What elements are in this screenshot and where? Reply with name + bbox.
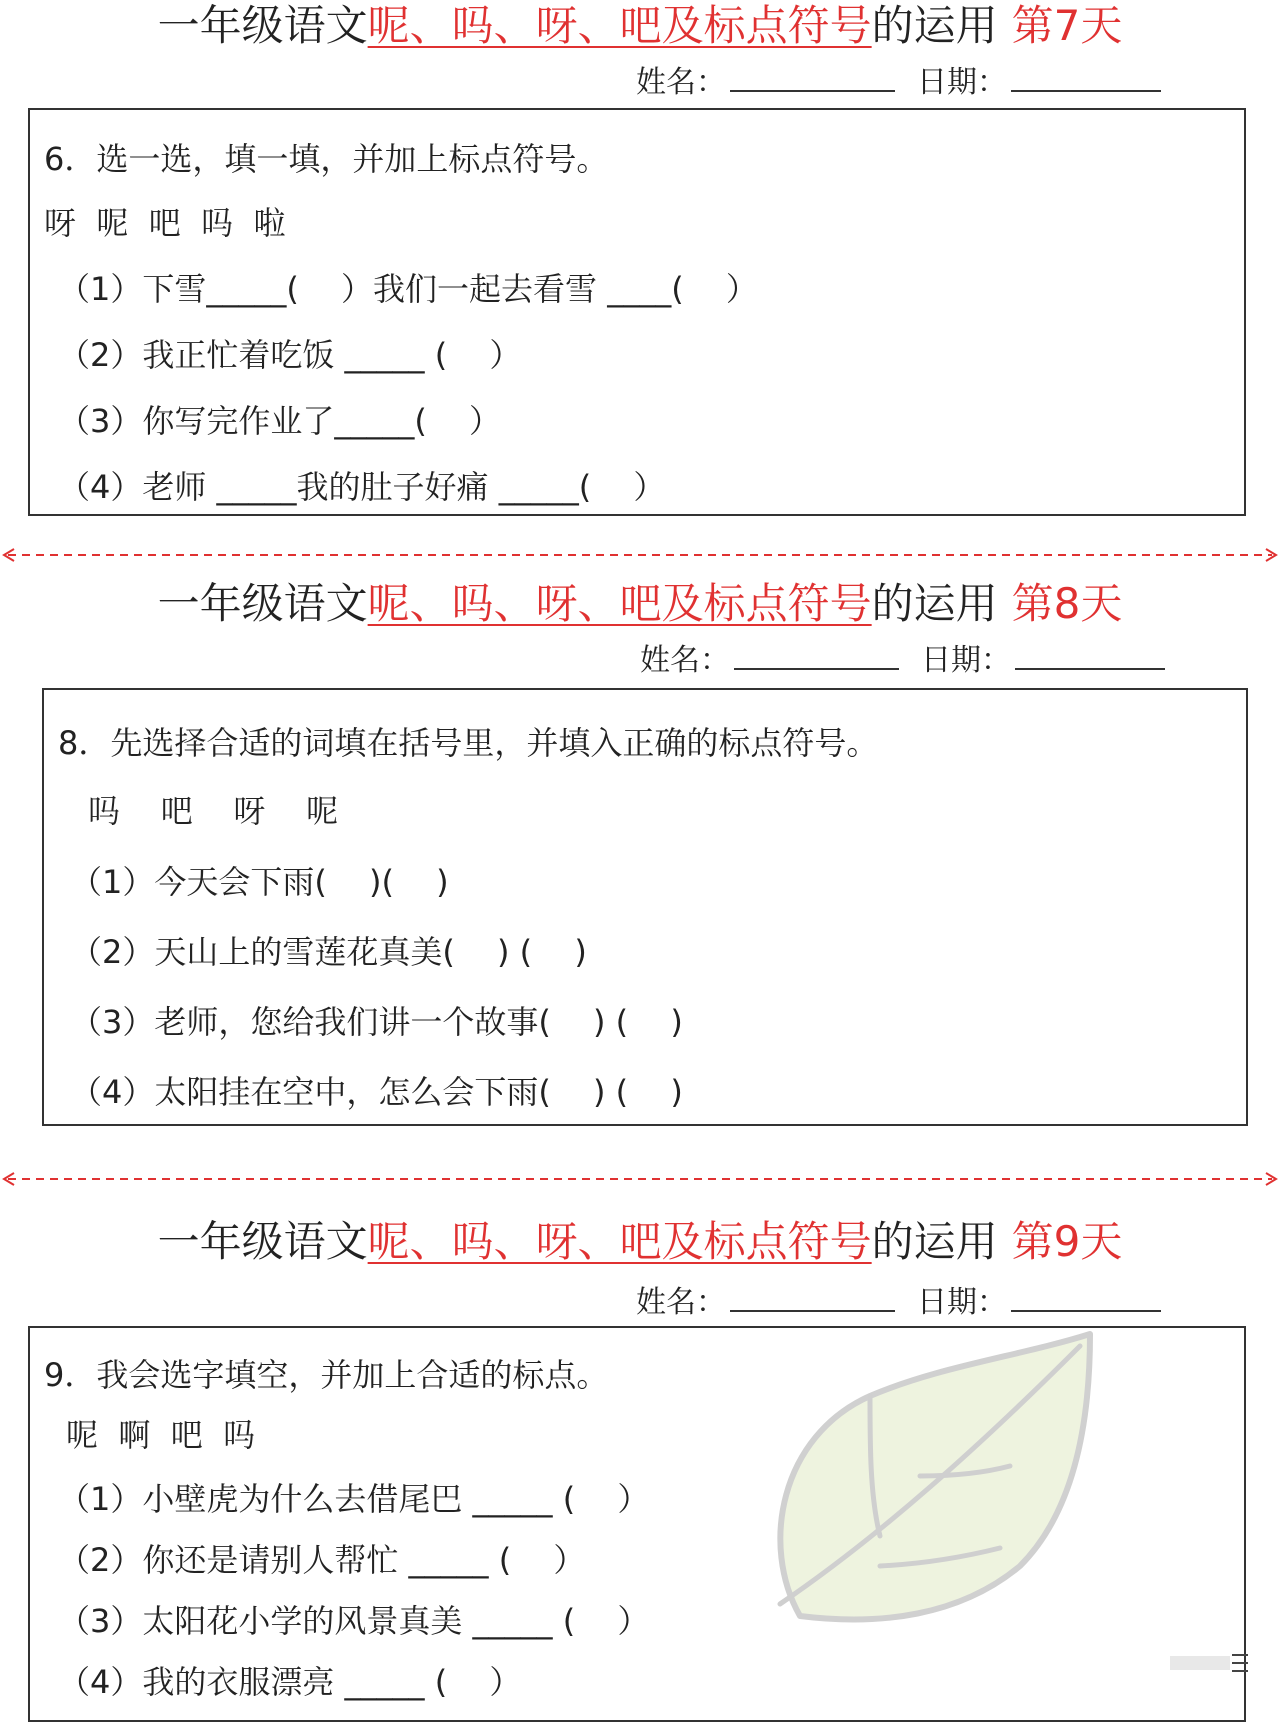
option-word: 啦 xyxy=(253,204,286,242)
fill-item[interactable]: （2）你还是请别人帮忙 _____ ( ） xyxy=(58,1541,586,1579)
fill-item[interactable]: （4）太阳挂在空中，怎么会下雨( ) ( ) xyxy=(70,1073,683,1111)
page-title xyxy=(0,1216,1280,1268)
page-title xyxy=(0,578,1280,630)
fill-item[interactable]: （1）下雪_____( ）我们一起去看雪 ____( ） xyxy=(58,270,758,308)
option-word: 啊 xyxy=(118,1416,151,1454)
fill-item[interactable]: （3）你写完作业了_____( ） xyxy=(58,402,502,440)
page-title xyxy=(0,0,1280,52)
options-row xyxy=(88,790,338,832)
option-word: 吧 xyxy=(170,1416,203,1454)
name-date-row xyxy=(636,62,1183,103)
name-label: 姓名： xyxy=(636,1285,726,1320)
name-blank[interactable] xyxy=(730,62,895,92)
fill-item[interactable]: （3）太阳花小学的风景真美 _____ ( ） xyxy=(58,1602,650,1640)
option-word: 呢 xyxy=(96,204,129,242)
fill-item[interactable]: （1）小壁虎为什么去借尾巴 _____ ( ） xyxy=(58,1480,650,1518)
options-row xyxy=(44,202,285,244)
title-prefix: 一年级语文 xyxy=(157,579,368,628)
option-word: 吧 xyxy=(160,792,193,830)
date-label: 日期： xyxy=(917,1285,1007,1320)
question-text: 8．先选择合适的词填在括号里，并填入正确的标点符号。 xyxy=(58,724,879,762)
date-blank[interactable] xyxy=(1011,1282,1161,1312)
name-label: 姓名： xyxy=(640,643,730,678)
title-highlight: 呢、吗、呀、吧及标点符号 xyxy=(367,579,872,628)
question-text: 9．我会选字填空，并加上合适的标点。 xyxy=(44,1356,609,1394)
leaf-icon xyxy=(760,1326,1110,1626)
day-label: 第8天 xyxy=(1011,579,1123,628)
dashed-divider xyxy=(0,1172,1280,1186)
option-word: 吧 xyxy=(148,204,181,242)
fill-item[interactable]: （2）我正忙着吃饭 _____ ( ） xyxy=(58,336,522,374)
fill-item[interactable]: （4）老师 _____我的肚子好痛 _____( ） xyxy=(58,468,666,506)
title-prefix: 一年级语文 xyxy=(157,1,368,50)
title-suffix: 的运用 xyxy=(871,1217,998,1266)
fill-item[interactable]: （2）天山上的雪莲花真美( ) ( ) xyxy=(70,933,587,971)
question-text: 6．选一选，填一填，并加上标点符号。 xyxy=(44,140,609,178)
name-label: 姓名： xyxy=(636,65,726,100)
name-date-row xyxy=(640,640,1187,681)
name-date-row xyxy=(636,1282,1183,1323)
option-word: 吗 xyxy=(223,1416,256,1454)
option-word: 呢 xyxy=(306,792,339,830)
title-suffix: 的运用 xyxy=(871,1,998,50)
list-lines-icon[interactable] xyxy=(1170,1648,1250,1678)
day-label: 第7天 xyxy=(1011,1,1123,50)
option-word: 吗 xyxy=(88,792,121,830)
date-blank[interactable] xyxy=(1011,62,1161,92)
fill-item[interactable]: （4）我的衣服漂亮 _____ ( ） xyxy=(58,1663,522,1701)
title-suffix: 的运用 xyxy=(871,579,998,628)
option-word: 呀 xyxy=(233,792,266,830)
fill-item[interactable]: （3）老师，您给我们讲一个故事( ) ( ) xyxy=(70,1003,683,1041)
date-blank[interactable] xyxy=(1015,640,1165,670)
fill-item[interactable]: （1）今天会下雨( )( ) xyxy=(70,863,449,901)
date-label: 日期： xyxy=(921,643,1011,678)
option-word: 吗 xyxy=(201,204,234,242)
title-highlight: 呢、吗、呀、吧及标点符号 xyxy=(367,1,872,50)
day-label: 第9天 xyxy=(1011,1217,1123,1266)
title-highlight: 呢、吗、呀、吧及标点符号 xyxy=(367,1217,872,1266)
name-blank[interactable] xyxy=(730,1282,895,1312)
option-word: 呢 xyxy=(66,1416,99,1454)
date-label: 日期： xyxy=(917,65,1007,100)
name-blank[interactable] xyxy=(734,640,899,670)
options-row xyxy=(66,1414,255,1456)
dashed-divider xyxy=(0,548,1280,562)
title-prefix: 一年级语文 xyxy=(157,1217,368,1266)
option-word: 呀 xyxy=(44,204,77,242)
